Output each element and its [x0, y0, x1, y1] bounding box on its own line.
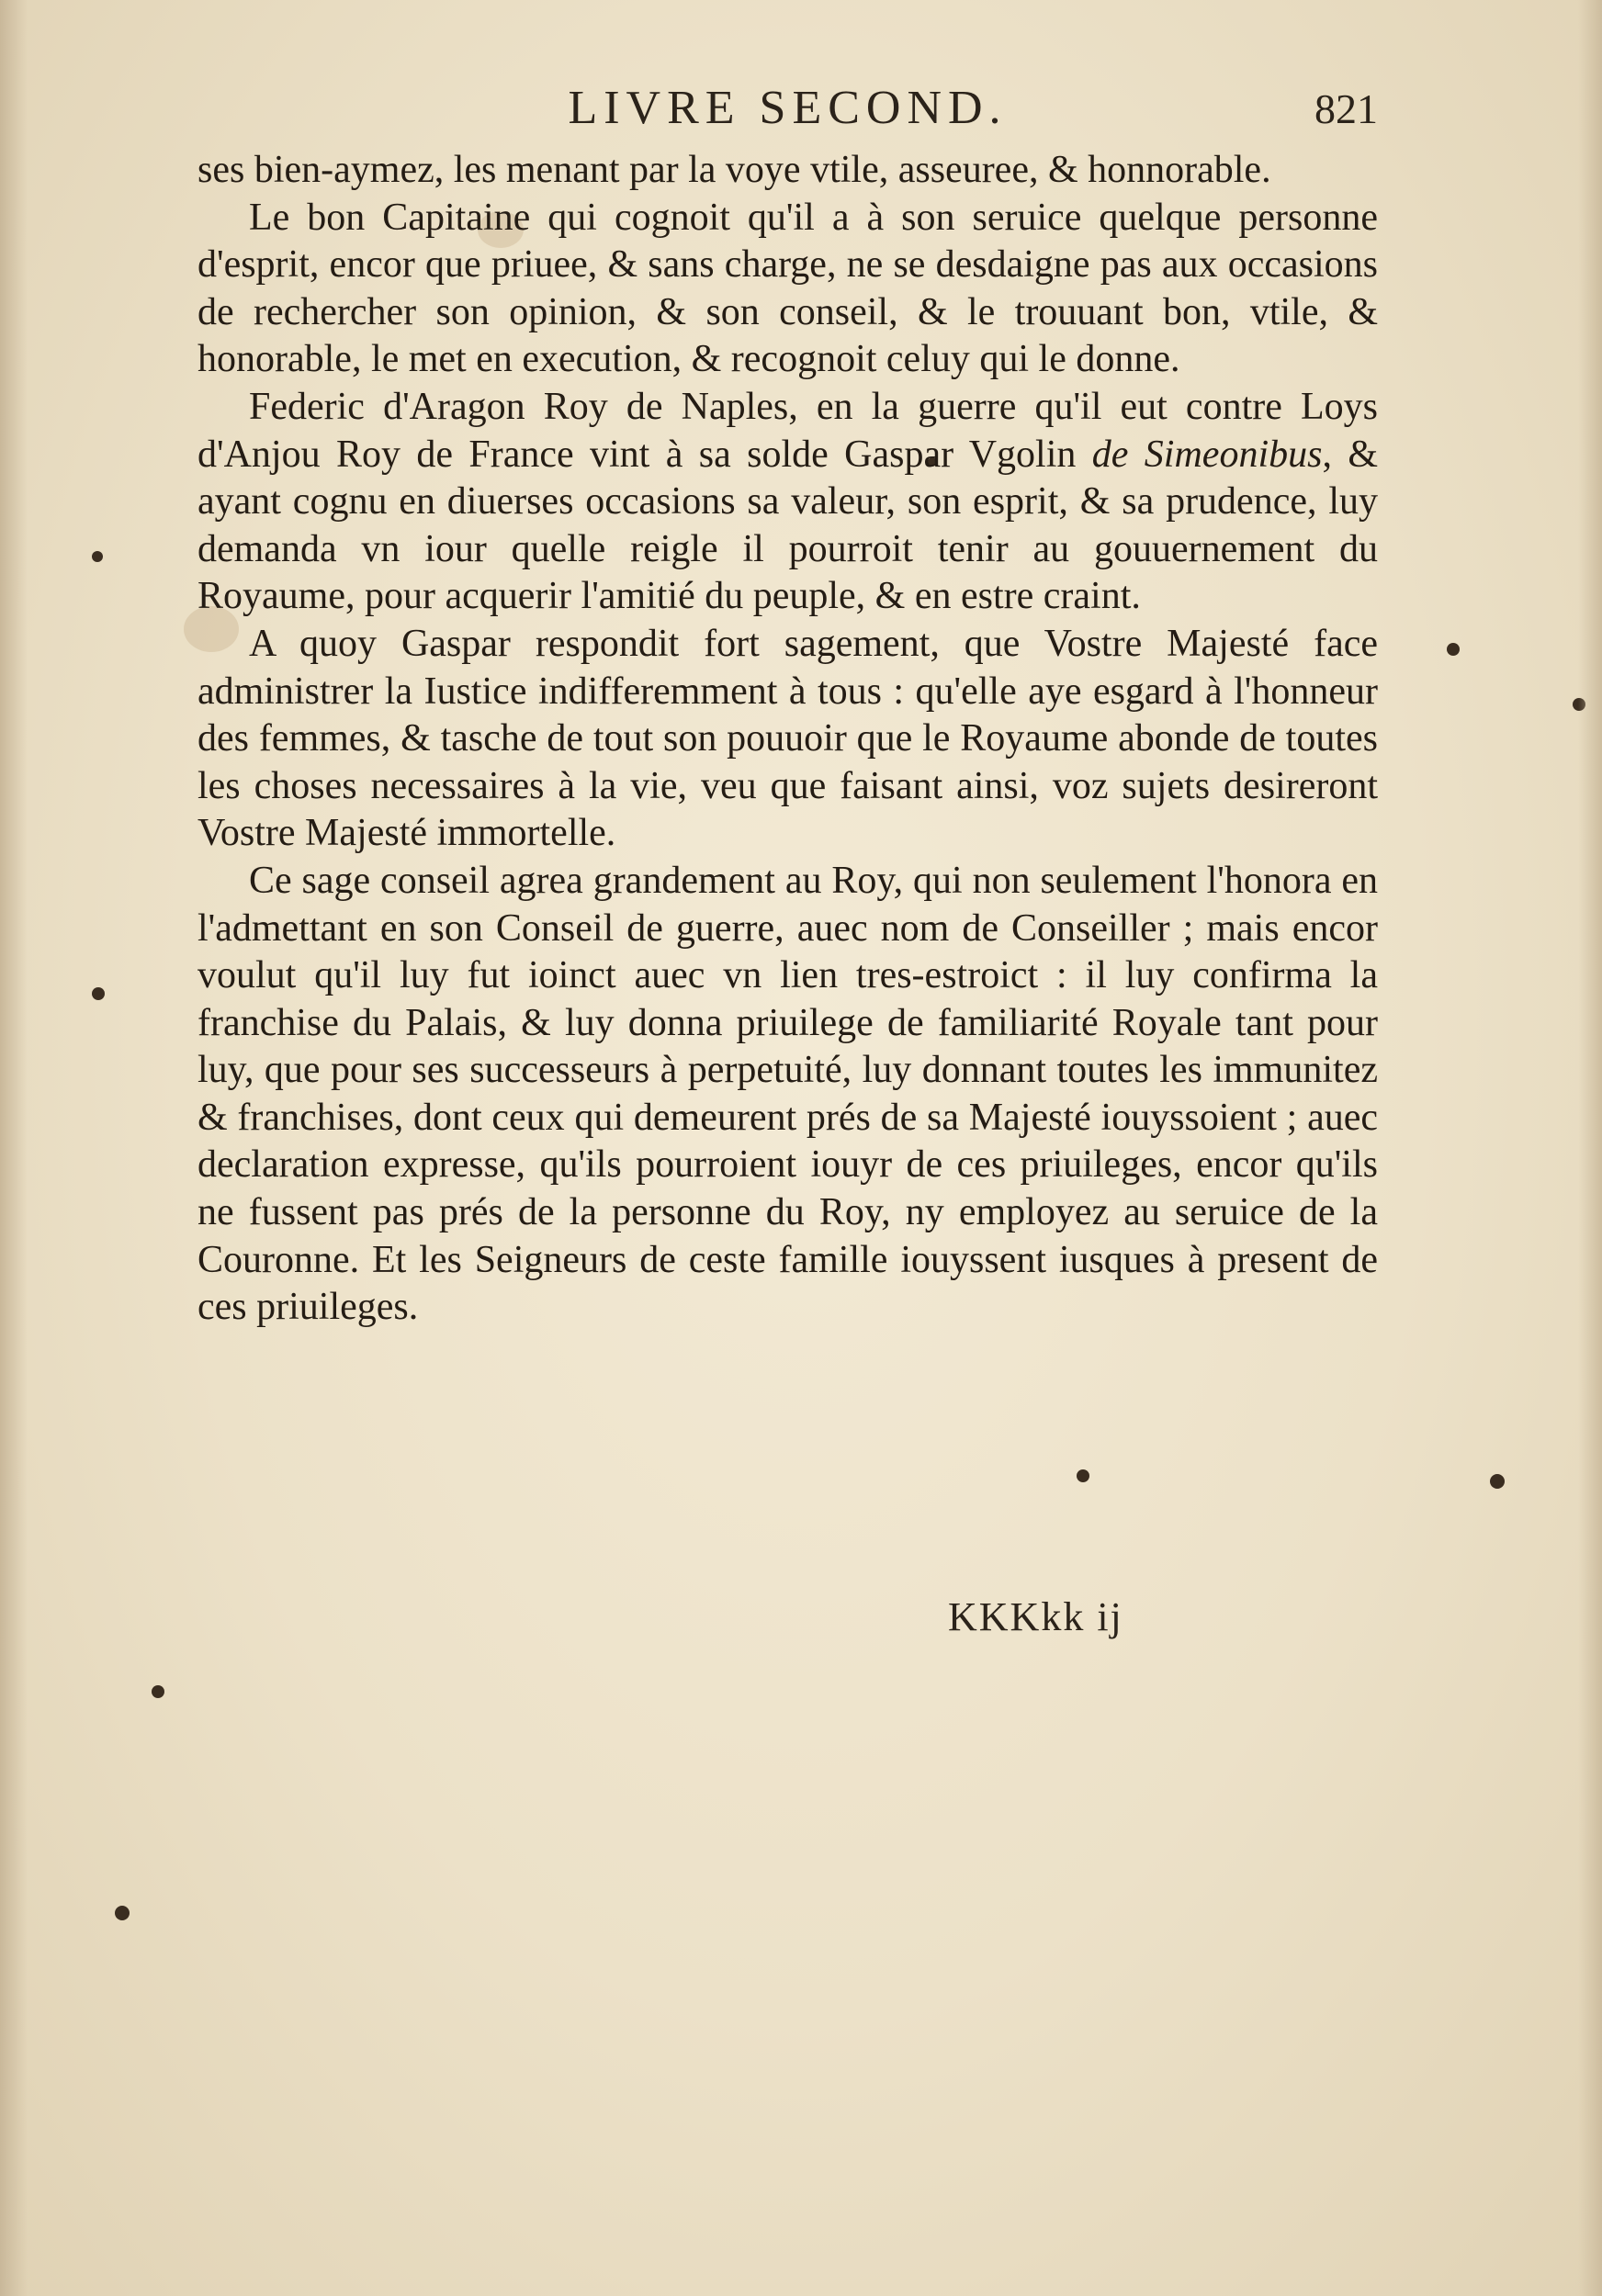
ink-spot	[1573, 698, 1585, 711]
paragraph-3-text-before: Federic d'Aragon Roy de Naples, en la guerre qu'il eut contre Loys d'Anjou Roy de France vint à sa solde Gaspar Vgolin	[197, 385, 1378, 476]
paragraph-2: Le bon Capitaine qui cognoit qu'il a à son seruice quelque personne d'esprit, encor que priuee, & sans charge, ne se desdaigne pas aux occasions de rechercher son opinion, & son conseil, & le trouuant bon, vtile, & honorable, le met en execution, & recognoit celuy qui le donne.	[197, 196, 1378, 381]
ink-spot	[92, 551, 103, 562]
ink-spot	[1490, 1474, 1505, 1489]
paragraph-3	[197, 384, 1378, 621]
paragraph-5: Ce sage conseil agrea grandement au Roy, qui non seulement l'honora en l'admettant en son Conseil de guerre, auec nom de Conseiller ; mais encor voulut qu'il luy fut ioinct auec vn lien tres-estroict : il luy confirma la franchise du Palais, & luy donna priuilege de familiarité Royale tant pour luy, que pour ses successeurs à perpetuité, luy donnant toutes les immunitez & franchises, dont ceux qui demeurent prés de sa Majesté iouyssoient ; auec declaration expresse, qu'ils pourroient iouyr de ces priuileges, encor qu'ils ne fussent pas prés de la personne du Roy, ny employez au seruice de la Couronne. Et les Seigneurs de ceste famille iouyssent iusques à present de ces priuileges.	[197, 859, 1378, 1329]
running-title: LIVRE SECOND.	[568, 82, 1008, 134]
ink-spot	[1447, 643, 1460, 656]
ink-spot	[115, 1906, 130, 1920]
ink-spot	[92, 987, 105, 1000]
ink-spot	[1077, 1469, 1089, 1482]
paragraph-4: A quoy Gaspar respondit fort sagement, que Vostre Majesté face administrer la Iustice indifferemment à tous : qu'elle aye esgard à l'honneur des femmes, & tasche de tout son pouuoir que le Royaume abonde de toutes les choses necessaires à la vie, veu que faisant ainsi, voz sujets desireront Vostre Majesté immortelle.	[197, 622, 1378, 855]
running-head	[197, 81, 1378, 145]
paragraph-1: ses bien-aymez, les menant par la voye vtile, asseuree, & honnorable.	[197, 149, 1271, 191]
page-number: 821	[1314, 85, 1378, 132]
ink-spot	[152, 1685, 164, 1698]
main-text	[197, 147, 1378, 1332]
signature-mark: KKKkk ij	[948, 1594, 1123, 1639]
paragraph-3-italic-name: de Simeonibus	[1091, 433, 1323, 476]
paragraph-3-text-after: , & ayant cognu en diuerses occasions sa valeur, son esprit, & sa prudence, luy demanda vn iour quelle reigle il pourroit tenir au gouuernement du Royaume, pour acquerir l'amitié du peuple, & en estre craint.	[197, 433, 1379, 618]
